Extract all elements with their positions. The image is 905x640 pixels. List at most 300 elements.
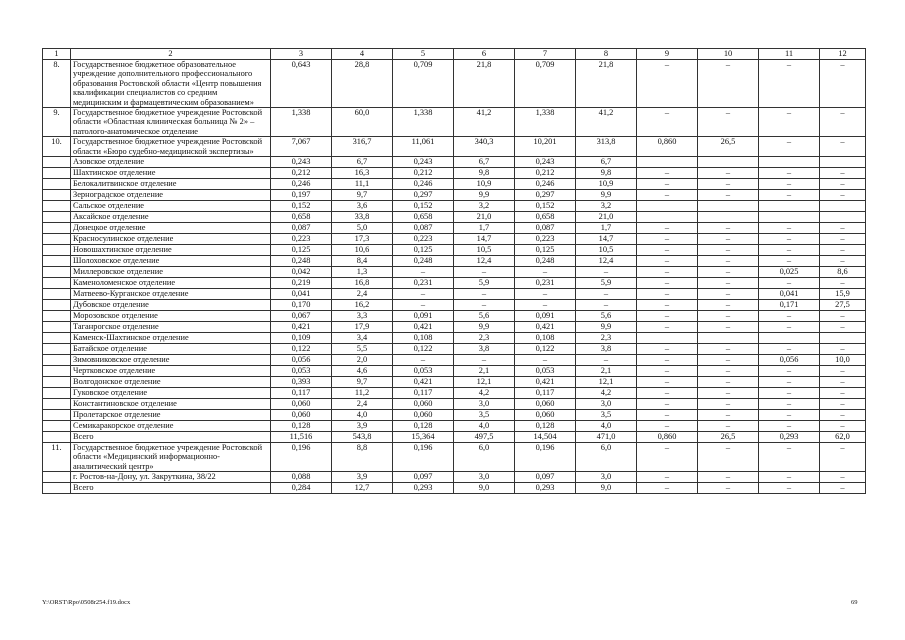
value-cell: 9,9 xyxy=(454,322,515,333)
value-cell: 15,364 xyxy=(393,432,454,443)
value-cell: 0,171 xyxy=(759,300,820,311)
value-cell: 0,223 xyxy=(515,234,576,245)
table-row xyxy=(43,137,866,157)
value-cell: – xyxy=(759,311,820,322)
column-number-header: 6 xyxy=(454,49,515,60)
value-cell: – xyxy=(820,60,866,108)
value-cell: 0,196 xyxy=(271,443,332,472)
value-cell xyxy=(759,157,820,168)
value-cell: 0,042 xyxy=(271,267,332,278)
value-cell: 0,097 xyxy=(515,472,576,483)
value-cell: 3,5 xyxy=(576,410,637,421)
value-cell: – xyxy=(637,344,698,355)
value-cell: 0,041 xyxy=(759,289,820,300)
value-cell: – xyxy=(820,190,866,201)
value-cell: 0,421 xyxy=(393,377,454,388)
value-cell: 9,9 xyxy=(576,190,637,201)
value-cell: 0,246 xyxy=(393,179,454,190)
value-cell: 0,091 xyxy=(393,311,454,322)
institution-name-cell: Матвеево-Курганское отделение xyxy=(71,289,271,300)
institution-name-cell: Чертковское отделение xyxy=(71,366,271,377)
value-cell: – xyxy=(637,278,698,289)
value-cell: 14,7 xyxy=(454,234,515,245)
value-cell: 0,421 xyxy=(515,322,576,333)
value-cell: 0,293 xyxy=(393,483,454,494)
value-cell: 0,060 xyxy=(393,399,454,410)
value-cell: 0,060 xyxy=(515,399,576,410)
value-cell: – xyxy=(698,388,759,399)
value-cell: 0,243 xyxy=(515,157,576,168)
value-cell: – xyxy=(698,443,759,472)
value-cell: – xyxy=(576,267,637,278)
institution-name-cell: Батайское отделение xyxy=(71,344,271,355)
value-cell: 11,061 xyxy=(393,137,454,157)
value-cell: 2,1 xyxy=(454,366,515,377)
value-cell: 21,8 xyxy=(576,60,637,108)
value-cell: 9,7 xyxy=(332,377,393,388)
value-cell: 0,223 xyxy=(271,234,332,245)
institution-name-cell: Белокалитвинское отделение xyxy=(71,179,271,190)
value-cell: – xyxy=(698,366,759,377)
row-index xyxy=(43,278,71,289)
table-row xyxy=(43,190,866,201)
value-cell: 16,8 xyxy=(332,278,393,289)
value-cell: 0,053 xyxy=(271,366,332,377)
value-cell: 3,3 xyxy=(332,311,393,322)
column-number-header: 5 xyxy=(393,49,454,60)
value-cell: – xyxy=(759,472,820,483)
value-cell: 9,7 xyxy=(332,190,393,201)
institution-name-cell: Волгодонское отделение xyxy=(71,377,271,388)
table-row xyxy=(43,472,866,483)
value-cell xyxy=(759,333,820,344)
value-cell: – xyxy=(820,410,866,421)
value-cell: – xyxy=(820,377,866,388)
value-cell: 0,243 xyxy=(393,157,454,168)
value-cell: 0,709 xyxy=(515,60,576,108)
column-number-header: 8 xyxy=(576,49,637,60)
value-cell: 0,128 xyxy=(515,421,576,432)
institution-name-cell: Морозовское отделение xyxy=(71,311,271,322)
value-cell: – xyxy=(637,300,698,311)
value-cell: – xyxy=(759,483,820,494)
value-cell: – xyxy=(759,388,820,399)
value-cell: 0,860 xyxy=(637,432,698,443)
column-number-header: 4 xyxy=(332,49,393,60)
value-cell xyxy=(637,201,698,212)
row-index xyxy=(43,399,71,410)
value-cell: 41,2 xyxy=(454,108,515,137)
value-cell: – xyxy=(820,366,866,377)
value-cell: 0,060 xyxy=(271,399,332,410)
value-cell: 10,5 xyxy=(454,245,515,256)
value-cell: 4,6 xyxy=(332,366,393,377)
value-cell: 1,338 xyxy=(271,108,332,137)
value-cell: 0,196 xyxy=(393,443,454,472)
value-cell: 0,658 xyxy=(393,212,454,223)
table-row xyxy=(43,300,866,311)
value-cell: – xyxy=(576,300,637,311)
value-cell: 0,223 xyxy=(393,234,454,245)
value-cell: 0,219 xyxy=(271,278,332,289)
value-cell: – xyxy=(637,289,698,300)
value-cell: 27,5 xyxy=(820,300,866,311)
footer-page-number: 69 xyxy=(851,599,858,606)
value-cell: – xyxy=(698,377,759,388)
footer-file-path: Y:\ORST\Rpo\0508r254.f19.docx xyxy=(42,599,131,606)
value-cell: 0,109 xyxy=(271,333,332,344)
row-index xyxy=(43,344,71,355)
value-cell: – xyxy=(759,137,820,157)
value-cell: – xyxy=(698,355,759,366)
value-cell: – xyxy=(637,234,698,245)
value-cell: – xyxy=(637,311,698,322)
value-cell: 0,393 xyxy=(271,377,332,388)
value-cell: – xyxy=(515,289,576,300)
value-cell: – xyxy=(637,60,698,108)
value-cell: – xyxy=(759,344,820,355)
value-cell: 6,0 xyxy=(454,443,515,472)
value-cell: – xyxy=(759,278,820,289)
value-cell: 16,2 xyxy=(332,300,393,311)
column-number-header: 11 xyxy=(759,49,820,60)
value-cell: 6,7 xyxy=(332,157,393,168)
value-cell: 8,4 xyxy=(332,256,393,267)
row-index xyxy=(43,190,71,201)
value-cell: – xyxy=(820,234,866,245)
value-cell: 4,0 xyxy=(454,421,515,432)
value-cell: 0,087 xyxy=(515,223,576,234)
value-cell: – xyxy=(820,483,866,494)
value-cell: – xyxy=(759,377,820,388)
institution-name-cell: Константиновское отделение xyxy=(71,399,271,410)
institution-name-cell: Всего xyxy=(71,432,271,443)
value-cell: 0,025 xyxy=(759,267,820,278)
value-cell: – xyxy=(759,421,820,432)
value-cell: 5,5 xyxy=(332,344,393,355)
value-cell: 0,056 xyxy=(271,355,332,366)
table-row xyxy=(43,333,866,344)
row-index xyxy=(43,388,71,399)
institution-name-cell: Каменск-Шахтинское отделение xyxy=(71,333,271,344)
column-number-header: 2 xyxy=(71,49,271,60)
value-cell: 14,504 xyxy=(515,432,576,443)
value-cell: – xyxy=(759,256,820,267)
value-cell: 26,5 xyxy=(698,432,759,443)
value-cell: – xyxy=(820,311,866,322)
value-cell: 3,8 xyxy=(454,344,515,355)
value-cell: – xyxy=(759,234,820,245)
value-cell: – xyxy=(515,300,576,311)
column-number-header: 1 xyxy=(43,49,71,60)
value-cell: 0,421 xyxy=(271,322,332,333)
value-cell: 0,053 xyxy=(393,366,454,377)
institution-name-cell: Каменоломенское отделение xyxy=(71,278,271,289)
value-cell: 0,212 xyxy=(271,168,332,179)
value-cell: – xyxy=(698,190,759,201)
value-cell: 316,7 xyxy=(332,137,393,157)
value-cell: 0,658 xyxy=(271,212,332,223)
table-row xyxy=(43,108,866,137)
value-cell: 1,7 xyxy=(454,223,515,234)
value-cell: 0,088 xyxy=(271,472,332,483)
institution-name-cell: Дубовское отделение xyxy=(71,300,271,311)
value-cell: 3,0 xyxy=(576,472,637,483)
value-cell: 0,053 xyxy=(515,366,576,377)
value-cell: – xyxy=(698,245,759,256)
value-cell: 12,1 xyxy=(454,377,515,388)
value-cell: 6,0 xyxy=(576,443,637,472)
value-cell: 5,9 xyxy=(454,278,515,289)
table-row xyxy=(43,377,866,388)
value-cell: 2,4 xyxy=(332,289,393,300)
value-cell: 14,7 xyxy=(576,234,637,245)
value-cell: – xyxy=(698,223,759,234)
value-cell: – xyxy=(820,388,866,399)
value-cell: 0,248 xyxy=(271,256,332,267)
value-cell: 0,117 xyxy=(271,388,332,399)
value-cell: 340,3 xyxy=(454,137,515,157)
value-cell: 0,108 xyxy=(515,333,576,344)
value-cell: – xyxy=(698,300,759,311)
value-cell: – xyxy=(637,267,698,278)
value-cell: 1,338 xyxy=(393,108,454,137)
value-cell: – xyxy=(820,344,866,355)
value-cell: 3,4 xyxy=(332,333,393,344)
row-index xyxy=(43,234,71,245)
row-index xyxy=(43,410,71,421)
table-row xyxy=(43,311,866,322)
row-index xyxy=(43,201,71,212)
value-cell: 0,125 xyxy=(393,245,454,256)
value-cell: 12,4 xyxy=(576,256,637,267)
institution-name-cell: Гуковское отделение xyxy=(71,388,271,399)
value-cell: 2,3 xyxy=(454,333,515,344)
value-cell: – xyxy=(820,137,866,157)
value-cell: 5,9 xyxy=(576,278,637,289)
value-cell: 10,6 xyxy=(332,245,393,256)
row-index xyxy=(43,472,71,483)
table-row xyxy=(43,366,866,377)
value-cell: 9,9 xyxy=(576,322,637,333)
institution-name-cell: Шахтинское отделение xyxy=(71,168,271,179)
table-row xyxy=(43,421,866,432)
value-cell: 471,0 xyxy=(576,432,637,443)
value-cell: 4,2 xyxy=(576,388,637,399)
table-row xyxy=(43,157,866,168)
value-cell: – xyxy=(637,388,698,399)
value-cell: – xyxy=(393,289,454,300)
value-cell: 0,231 xyxy=(515,278,576,289)
value-cell: – xyxy=(454,300,515,311)
value-cell xyxy=(698,212,759,223)
value-cell: 62,0 xyxy=(820,432,866,443)
row-index xyxy=(43,157,71,168)
value-cell xyxy=(820,212,866,223)
value-cell: – xyxy=(637,168,698,179)
table-row xyxy=(43,256,866,267)
value-cell: 0,246 xyxy=(515,179,576,190)
institution-name-cell: Семикаракорское отделение xyxy=(71,421,271,432)
table-row xyxy=(43,289,866,300)
value-cell: 0,297 xyxy=(515,190,576,201)
value-cell: 21,8 xyxy=(454,60,515,108)
value-cell: – xyxy=(637,421,698,432)
value-cell: 15,9 xyxy=(820,289,866,300)
table-row xyxy=(43,399,866,410)
value-cell: – xyxy=(637,355,698,366)
institution-name-cell: Государственное бюджетное образовательное учреждение дополнительного профессионального образования Ростовской области «Центр повышения квалификации специалистов со средним медицинским и фармацевтическим образованием» xyxy=(71,60,271,108)
value-cell: 0,860 xyxy=(637,137,698,157)
value-cell: – xyxy=(759,190,820,201)
value-cell: 3,8 xyxy=(576,344,637,355)
value-cell: 2,4 xyxy=(332,399,393,410)
table-row xyxy=(43,410,866,421)
value-cell xyxy=(637,333,698,344)
value-cell: – xyxy=(759,168,820,179)
value-cell: 0,117 xyxy=(393,388,454,399)
value-cell: – xyxy=(393,300,454,311)
value-cell: – xyxy=(698,410,759,421)
value-cell: – xyxy=(698,289,759,300)
value-cell: 2,3 xyxy=(576,333,637,344)
value-cell: 28,8 xyxy=(332,60,393,108)
table-row xyxy=(43,60,866,108)
table-row xyxy=(43,179,866,190)
table-row xyxy=(43,388,866,399)
value-cell: – xyxy=(698,311,759,322)
institution-name-cell: Таганрогское отделение xyxy=(71,322,271,333)
value-cell: – xyxy=(515,355,576,366)
value-cell: 12,7 xyxy=(332,483,393,494)
value-cell: – xyxy=(698,234,759,245)
value-cell: 10,9 xyxy=(454,179,515,190)
value-cell: 0,152 xyxy=(271,201,332,212)
column-number-header: 9 xyxy=(637,49,698,60)
value-cell: 1,7 xyxy=(576,223,637,234)
row-index xyxy=(43,289,71,300)
value-cell: – xyxy=(759,443,820,472)
institution-name-cell: Государственное бюджетное учреждение Ростовской области «Областная клиническая больница № 2» – патолого-анатомическое отделение xyxy=(71,108,271,137)
value-cell: – xyxy=(759,60,820,108)
value-cell: – xyxy=(820,108,866,137)
value-cell: – xyxy=(759,410,820,421)
row-index xyxy=(43,267,71,278)
value-cell: 10,5 xyxy=(576,245,637,256)
table-row xyxy=(43,322,866,333)
table-row xyxy=(43,212,866,223)
value-cell xyxy=(820,201,866,212)
value-cell: – xyxy=(637,256,698,267)
value-cell: 0,067 xyxy=(271,311,332,322)
value-cell: 0,125 xyxy=(271,245,332,256)
value-cell: 0,246 xyxy=(271,179,332,190)
value-cell: 0,170 xyxy=(271,300,332,311)
value-cell: – xyxy=(576,355,637,366)
row-index xyxy=(43,179,71,190)
value-cell: – xyxy=(698,267,759,278)
value-cell: – xyxy=(637,377,698,388)
value-cell xyxy=(820,157,866,168)
value-cell: 0,152 xyxy=(393,201,454,212)
value-cell: 0,108 xyxy=(393,333,454,344)
value-cell: 0,284 xyxy=(271,483,332,494)
value-cell: 0,122 xyxy=(271,344,332,355)
table-row xyxy=(43,278,866,289)
table-row xyxy=(43,483,866,494)
value-cell: – xyxy=(698,179,759,190)
row-index xyxy=(43,212,71,223)
institution-name-cell: г. Ростов-на-Дону, ул. Закруткина, 38/22 xyxy=(71,472,271,483)
table-header-row xyxy=(43,49,866,60)
value-cell: 12,4 xyxy=(454,256,515,267)
value-cell: 0,087 xyxy=(271,223,332,234)
value-cell: 0,231 xyxy=(393,278,454,289)
value-cell: – xyxy=(820,421,866,432)
value-cell: 0,658 xyxy=(515,212,576,223)
value-cell: 10,201 xyxy=(515,137,576,157)
table-row xyxy=(43,443,866,472)
value-cell: 497,5 xyxy=(454,432,515,443)
value-cell: 0,060 xyxy=(515,410,576,421)
value-cell: 1,3 xyxy=(332,267,393,278)
value-cell: – xyxy=(759,399,820,410)
value-cell: 3,9 xyxy=(332,472,393,483)
value-cell: 7,067 xyxy=(271,137,332,157)
value-cell: 0,056 xyxy=(759,355,820,366)
row-index xyxy=(43,223,71,234)
value-cell: 26,5 xyxy=(698,137,759,157)
value-cell: 0,421 xyxy=(515,377,576,388)
value-cell: 0,122 xyxy=(393,344,454,355)
value-cell: – xyxy=(820,168,866,179)
value-cell: 0,128 xyxy=(393,421,454,432)
value-cell: – xyxy=(698,472,759,483)
institution-name-cell: Аксайское отделение xyxy=(71,212,271,223)
table-row xyxy=(43,432,866,443)
value-cell: – xyxy=(393,267,454,278)
value-cell: 11,516 xyxy=(271,432,332,443)
table-row xyxy=(43,344,866,355)
value-cell: 21,0 xyxy=(454,212,515,223)
value-cell: – xyxy=(759,245,820,256)
value-cell: 9,8 xyxy=(454,168,515,179)
value-cell: 3,2 xyxy=(454,201,515,212)
institution-name-cell: Зимовниковское отделение xyxy=(71,355,271,366)
value-cell: – xyxy=(759,108,820,137)
value-cell: – xyxy=(515,267,576,278)
value-cell: 0,197 xyxy=(271,190,332,201)
value-cell: 10,0 xyxy=(820,355,866,366)
value-cell: 0,097 xyxy=(393,472,454,483)
row-index: 11. xyxy=(43,443,71,472)
value-cell: – xyxy=(637,472,698,483)
value-cell: 0,643 xyxy=(271,60,332,108)
value-cell: 21,0 xyxy=(576,212,637,223)
column-number-header: 3 xyxy=(271,49,332,60)
row-index: 10. xyxy=(43,137,71,157)
value-cell: – xyxy=(698,322,759,333)
table-row xyxy=(43,168,866,179)
value-cell: 3,9 xyxy=(332,421,393,432)
column-number-header: 12 xyxy=(820,49,866,60)
value-cell: – xyxy=(698,256,759,267)
row-index xyxy=(43,421,71,432)
institution-name-cell: Зерноградское отделение xyxy=(71,190,271,201)
value-cell: 2,1 xyxy=(576,366,637,377)
institution-name-cell: Пролетарское отделение xyxy=(71,410,271,421)
value-cell: 543,8 xyxy=(332,432,393,443)
